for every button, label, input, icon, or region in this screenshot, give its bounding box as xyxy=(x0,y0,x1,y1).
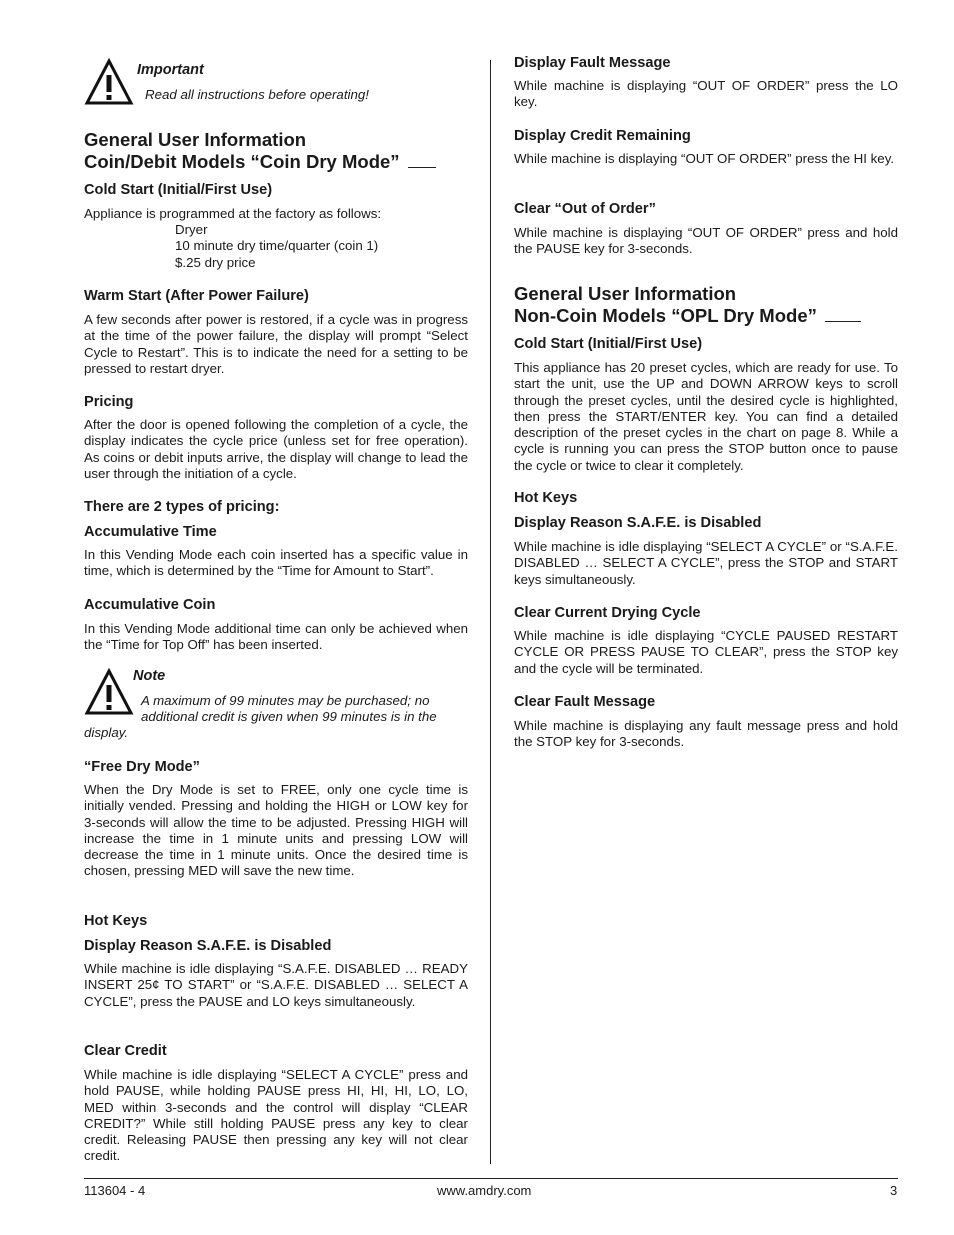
clear-credit-text: While machine is idle displaying “SELECT A CYCLE” press and hold PAUSE, while holding PAUSE press HI, HI, HI, LO, LO, MED within 3-seconds and the control will display “CLEAR CREDIT?” While still holding PAUSE press any key to clear credit. Releasing PAUSE then pressing any key will not clear credit. xyxy=(84,1067,468,1164)
note-text-line: additional credit is given when 99 minutes is in the xyxy=(141,709,437,724)
section-heading: General User Information xyxy=(84,129,307,150)
document-number: 113604 - 4 xyxy=(84,1183,146,1198)
credit-remaining-title: Display Credit Remaining xyxy=(514,128,691,144)
note-title: Note xyxy=(133,668,166,684)
cold-start-item: 10 minute dry time/quarter (coin 1) xyxy=(175,238,379,253)
safe-disabled-title: Display Reason S.A.F.E. is Disabled xyxy=(84,938,332,954)
credit-remaining-text: While machine is displaying “OUT OF ORDER” press the HI key. xyxy=(514,151,895,166)
opl-hot-keys-title: Hot Keys xyxy=(514,490,578,506)
cold-start-title: Cold Start (Initial/First Use) xyxy=(84,182,273,198)
important-text: Read all instructions before operating! xyxy=(145,87,369,102)
clear-fault-text: While machine is displaying any fault message press and hold the STOP key for 3-seconds. xyxy=(514,718,898,750)
section-heading: General User Information xyxy=(514,283,737,304)
warm-start-text: A few seconds after power is restored, if a cycle was in progress at the time of the power failure, the display will prompt “Select Cycle to Restart”. This is to indicate the need for a setting to be pressed to restart dryer. xyxy=(84,312,468,376)
pricing-types-title: There are 2 types of pricing: xyxy=(84,499,280,515)
clear-drying-cycle-title: Clear Current Drying Cycle xyxy=(514,605,701,621)
note-text-line: A maximum of 99 minutes may be purchased; no xyxy=(141,693,430,708)
free-dry-title: “Free Dry Mode” xyxy=(84,759,200,775)
clear-out-of-order-title: Clear “Out of Order” xyxy=(514,201,656,217)
website-link[interactable]: www.amdry.com xyxy=(437,1183,532,1198)
footer-divider xyxy=(84,1178,898,1179)
safe-disabled-text: While machine is idle displaying “S.A.F.E. DISABLED … READY INSERT 25¢ TO START” or “S.A.F.E. DISABLED … SELECT A CYCLE”, press the PAUSE and LO keys simultaneously. xyxy=(84,961,468,1009)
clear-out-of-order-text: While machine is displaying “OUT OF ORDER” press and hold the PAUSE key for 3-seconds. xyxy=(514,225,898,257)
acc-coin-title: Accumulative Coin xyxy=(84,597,216,613)
cold-start-item: Dryer xyxy=(175,222,208,237)
column-divider xyxy=(490,60,491,1164)
warm-start-title: Warm Start (After Power Failure) xyxy=(84,288,309,304)
page-number: 3 xyxy=(890,1183,898,1198)
section-subheading: Non-Coin Models “OPL Dry Mode” xyxy=(514,305,861,327)
acc-time-title: Accumulative Time xyxy=(84,524,217,540)
cold-start-intro: Appliance is programmed at the factory as follows: xyxy=(84,206,382,221)
fault-message-text: While machine is displaying “OUT OF ORDER” press the LO key. xyxy=(514,78,898,110)
clear-drying-cycle-text: While machine is idle displaying “CYCLE PAUSED RESTART CYCLE OR PRESS PAUSE TO CLEAR”, press the STOP key and the cycle will be terminated. xyxy=(514,628,898,676)
pricing-text: After the door is opened following the completion of a cycle, the display indicates the cycle price (unless set for free operation). As coins or debit inputs arrive, the display will change to lead the user through the initiation of a cycle. xyxy=(84,417,468,481)
clear-fault-title: Clear Fault Message xyxy=(514,694,656,710)
free-dry-text: When the Dry Mode is set to FREE, only one cycle time is initially vended. Pressing and holding the HIGH or LOW key for 3-seconds will allow the time to be adjusted. Pressing HIGH will increase the time in 1 minute units and pressing LOW will decrease the time in 1 minute units. Once the desired time is chosen, pressing MED will save the new time. xyxy=(84,782,468,879)
note-text-line: display. xyxy=(84,725,129,740)
cold-start-item: $.25 dry price xyxy=(175,255,256,270)
section-subheading: Coin/Debit Models “Coin Dry Mode” xyxy=(84,151,436,173)
acc-coin-text: In this Vending Mode additional time can only be achieved when the “Time for Top Off” has been inserted. xyxy=(84,621,468,653)
warning-icon xyxy=(84,668,134,716)
acc-time-text: In this Vending Mode each coin inserted has a specific value in time, which is determined by the “Time for Amount to Start”. xyxy=(84,547,468,579)
clear-credit-title: Clear Credit xyxy=(84,1043,167,1059)
pricing-title: Pricing xyxy=(84,394,134,410)
opl-cold-start-text: This appliance has 20 preset cycles, which are ready for use. To start the unit, use the UP and DOWN ARROW keys to scroll through the preset cycles, until the desired cycle is highlighted, then press the START/ENTER key. You can find a detailed description of the preset cycles in the chart on page 8. While a cycle is running you can press the STOP button once to pause the cycle or twice to clear it completely. xyxy=(514,360,898,473)
important-title: Important xyxy=(137,62,204,78)
opl-safe-disabled-text: While machine is idle displaying “SELECT A CYCLE” or “S.A.F.E. DISABLED … SELECT A CYCLE”, press the STOP and START keys simultaneously. xyxy=(514,539,898,587)
opl-safe-disabled-title: Display Reason S.A.F.E. is Disabled xyxy=(514,515,762,531)
warning-icon xyxy=(84,58,134,106)
opl-cold-start-title: Cold Start (Initial/First Use) xyxy=(514,336,703,352)
fault-message-title: Display Fault Message xyxy=(514,55,671,71)
hot-keys-title: Hot Keys xyxy=(84,913,148,929)
